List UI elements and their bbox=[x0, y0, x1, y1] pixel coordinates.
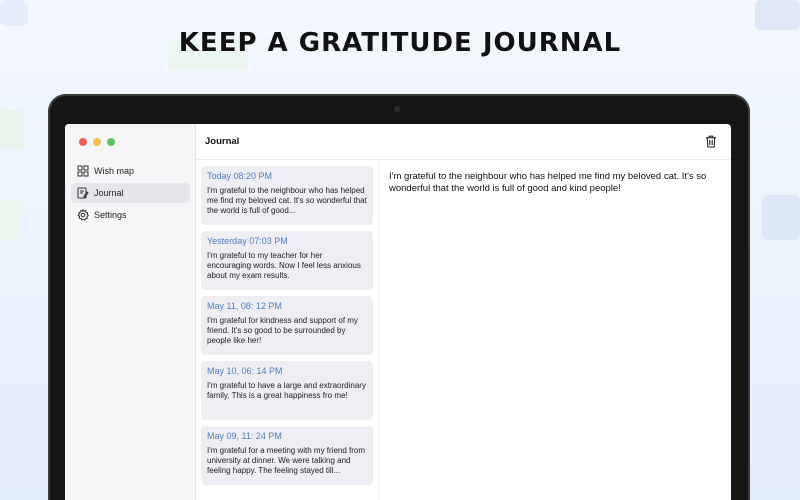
entry-card[interactable] bbox=[201, 166, 373, 225]
background-tile bbox=[762, 195, 800, 240]
main-panel bbox=[196, 124, 731, 500]
app-window bbox=[65, 124, 731, 500]
toolbar bbox=[196, 124, 731, 160]
entry-list bbox=[196, 160, 379, 500]
entry-date: May 11, 08: 12 PM bbox=[207, 301, 282, 311]
page-headline: KEEP A GRATITUDE JOURNAL bbox=[178, 28, 622, 58]
entry-card[interactable] bbox=[201, 231, 373, 290]
sidebar-item-settings[interactable] bbox=[71, 205, 190, 225]
entry-preview: I'm grateful to have a large and extraordinary family. This is a great happiness fro me! bbox=[207, 381, 366, 401]
entry-card[interactable] bbox=[201, 426, 373, 485]
entry-date: Yesterday 07:03 PM bbox=[207, 236, 288, 246]
entry-preview: I'm grateful for a meeting with my friend from university at dinner. We were talking and feeling happy. The feeling stayed till... bbox=[207, 446, 366, 476]
background-tile bbox=[755, 0, 800, 30]
entry-preview: I'm grateful for kindness and support of my friend. It's so good to be surrounded by people like her! bbox=[207, 316, 358, 346]
entry-detail-text[interactable]: I'm grateful to the neighbour who has helped me find my beloved cat. It's so wonderful that the world is full of good and kind people! bbox=[389, 171, 707, 194]
sidebar-item-label: Journal bbox=[94, 188, 124, 198]
entry-card[interactable] bbox=[201, 361, 373, 420]
wish-map-icon bbox=[77, 165, 89, 177]
entry-date: May 10, 06: 14 PM bbox=[207, 366, 283, 376]
sidebar-item-label: Wish map bbox=[94, 166, 135, 176]
trash-icon[interactable] bbox=[705, 135, 717, 148]
gear-icon bbox=[77, 209, 89, 221]
entry-card[interactable] bbox=[201, 296, 373, 355]
sidebar bbox=[65, 124, 196, 500]
sidebar-item-label: Settings bbox=[94, 210, 127, 220]
background-tile bbox=[0, 200, 20, 240]
minimize-window-button[interactable] bbox=[93, 138, 101, 146]
entry-preview: I'm grateful to my teacher for her encouraging words. Now I feel less anxious about my exam results. bbox=[207, 251, 361, 281]
entry-date: May 09, 11: 24 PM bbox=[207, 431, 282, 441]
background-tile bbox=[0, 110, 24, 148]
entry-detail bbox=[379, 160, 731, 500]
zoom-window-button[interactable] bbox=[107, 138, 115, 146]
toolbar-title: Journal bbox=[205, 136, 240, 147]
journal-icon bbox=[77, 187, 89, 199]
sidebar-nav bbox=[71, 161, 190, 227]
background-tile bbox=[0, 0, 28, 26]
sidebar-item-wish-map[interactable] bbox=[71, 161, 190, 181]
close-window-button[interactable] bbox=[79, 138, 87, 146]
entry-date: Today 08:20 PM bbox=[207, 171, 273, 181]
journal-content bbox=[196, 160, 731, 500]
window-controls bbox=[79, 138, 115, 146]
camera-dot bbox=[394, 106, 400, 112]
entry-preview: I'm grateful to the neighbour who has helped me find my beloved cat. It's so wonderful that the world is full of good... bbox=[207, 186, 367, 216]
sidebar-item-journal[interactable] bbox=[71, 183, 190, 203]
laptop-frame bbox=[48, 94, 750, 500]
